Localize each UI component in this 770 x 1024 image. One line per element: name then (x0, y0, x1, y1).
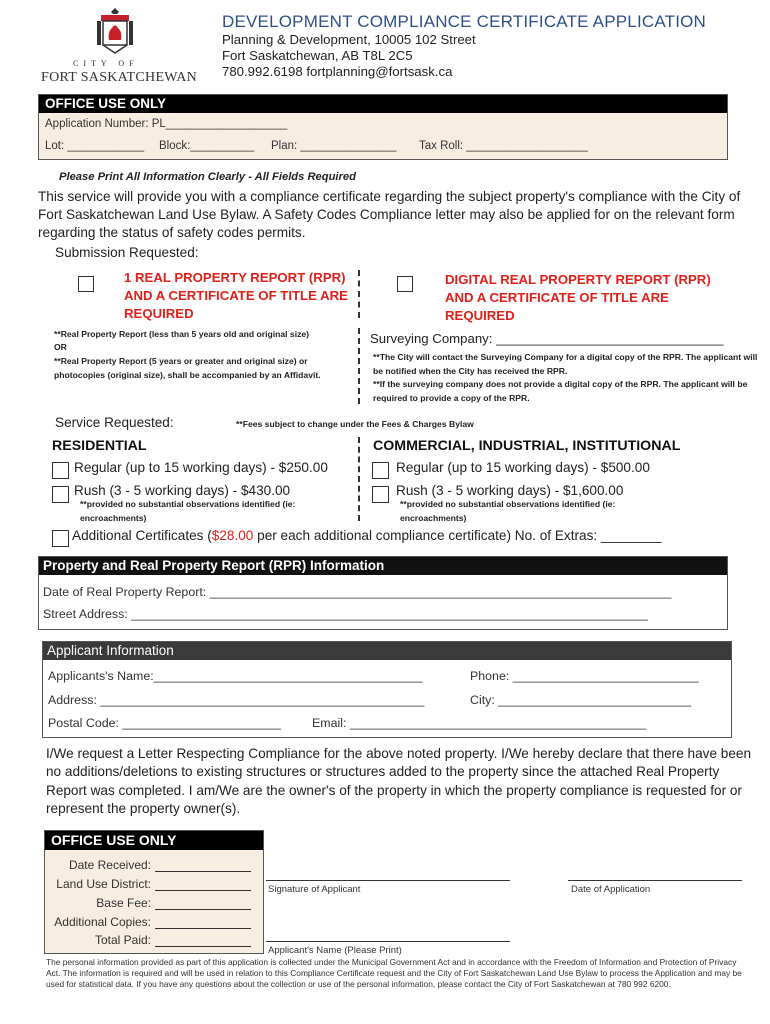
name-line[interactable] (266, 941, 510, 942)
date-label: Date of Application (571, 884, 651, 895)
com-regular-label: Regular (up to 15 working days) - $500.00 (396, 460, 650, 475)
rpr-date-field[interactable]: Date of Real Property Report: ___________________________________________________________________ (43, 585, 672, 599)
rpr-note-1: **Real Property Report (less than 5 years old and original size) (54, 329, 310, 339)
com-regular-checkbox[interactable] (372, 462, 389, 479)
street-address-field[interactable]: Street Address: ___________________________________________________________________________ (43, 607, 648, 621)
submission-divider-lower (358, 328, 360, 404)
res-rush-checkbox[interactable] (52, 486, 69, 503)
rpr-or: OR (54, 342, 67, 352)
rpr-digital-checkbox[interactable] (397, 276, 413, 292)
plan-field[interactable]: Plan: _______________ (271, 140, 397, 152)
com-rush-checkbox[interactable] (372, 486, 389, 503)
commercial-heading: COMMERCIAL, INDUSTRIAL, INSTITUTIONAL (373, 438, 681, 454)
address-line-1: Planning & Development, 10005 102 Street (222, 32, 476, 47)
com-rush-note: **provided no substantial observations identified (ie: encroachments) (400, 499, 616, 523)
rpr-paper-checkbox[interactable] (78, 276, 94, 292)
property-section (38, 556, 728, 630)
application-number-field[interactable]: Application Number: PL___________________ (45, 118, 288, 130)
total-paid-line[interactable] (155, 946, 251, 947)
digital-note-1: **The City will contact the Surveying Company for a digital copy of the RPR. The applicant will be notified when the City has received the RPR. (373, 352, 758, 376)
rpr-digital-title: DIGITAL REAL PROPERTY REPORT (RPR) AND A CERTIFICATE OF TITLE ARE REQUIRED (445, 272, 711, 323)
com-rush-label: Rush (3 - 5 working days) - $1,600.00 (396, 483, 624, 498)
service-label: Service Requested: (55, 415, 174, 430)
base-fee-label: Base Fee: (96, 896, 151, 910)
base-fee-line[interactable] (155, 909, 251, 910)
office-use-top (38, 94, 728, 160)
intro-paragraph: This service will provide you with a compliance certificate regarding the subject property's compliance with the City of Fort Saskatchewan Land Use Bylaw. A Safety Codes Compliance letter may also be applied for on the relevant form regarding the status of safety codes permits. (38, 189, 741, 240)
phone-field[interactable]: Phone: ___________________________ (470, 669, 699, 683)
crest-icon (95, 6, 135, 56)
signature-line[interactable] (266, 880, 510, 881)
block-field[interactable]: Block:__________ (159, 140, 255, 152)
applicant-section (42, 641, 732, 738)
res-rush-note: **provided no substantial observations identified (ie: encroachments) (80, 499, 296, 523)
office-use-bottom-heading: OFFICE USE ONLY (45, 831, 263, 850)
submission-divider (358, 270, 360, 318)
city-field[interactable]: City: ____________________________ (470, 693, 692, 707)
fees-note: **Fees subject to change under the Fees & Charges Bylaw (236, 419, 474, 429)
applicant-name-field[interactable]: Applicants's Name:_______________________________________ (48, 669, 423, 683)
res-regular-label: Regular (up to 15 working days) - $250.00 (74, 460, 328, 475)
email-field[interactable]: Email: ___________________________________________ (312, 716, 647, 730)
tax-roll-field[interactable]: Tax Roll: ___________________ (419, 140, 588, 152)
service-divider (358, 437, 360, 521)
additional-cert-checkbox[interactable] (52, 530, 69, 547)
total-paid-label: Total Paid: (94, 933, 151, 947)
declaration-text: I/We request a Letter Respecting Compliance for the above noted property. I/We hereby declare that there have been no additions/deletions to existing structures or structures added to the property since the attached Real Property Report was completed. I am/We are the owner's of the property in which the property compliance is requested for or represent the property owner(s). (46, 746, 752, 817)
print-notice: Please Print All Information Clearly - All Fields Required (59, 171, 356, 183)
city-logo (38, 6, 198, 86)
lot-field[interactable]: Lot: ____________ (45, 140, 145, 152)
date-line[interactable] (568, 880, 742, 881)
date-received-label: Date Received: (68, 858, 151, 872)
date-received-line[interactable] (155, 871, 251, 872)
digital-note-2: **If the surveying company does not provide a digital copy of the RPR. The applicant will be required to provide a copy of the RPR. (373, 379, 748, 403)
property-heading: Property and Real Property Report (RPR) Information (39, 557, 727, 575)
privacy-footer: The personal information provided as part of this application is collected under the Municipal Government Act and in accordance with the Freedom of Information and Protection of Privacy Act. The information is required and will be used in relation to this Compliance Certificate request and the City of Fort Saskatchewan Land Use Bylaw to process the Application and may be used for statistical data. If you have any questions about the collection or use of the personal information, please contact the City of Fort Saskatchewan at 780 992 6200. (46, 957, 742, 989)
applicant-heading: Applicant Information (43, 642, 731, 660)
postal-code-field[interactable]: Postal Code: _______________________ (48, 716, 281, 730)
residential-heading: RESIDENTIAL (52, 438, 147, 454)
additional-cert-label: Additional Certificates ($28.00 per each additional compliance certificate) No. of Extras: ________ (72, 528, 662, 543)
rpr-note-2: **Real Property Report (5 years or greater and original size) or photocopies (original size), shall be accompanied by an Affidavit. (54, 356, 321, 380)
rpr-paper-title: 1 REAL PROPERTY REPORT (RPR) AND A CERTIFICATE OF TITLE ARE REQUIRED (124, 270, 348, 321)
contact-line: 780.992.6198 fortplanning@fortsask.ca (222, 64, 453, 79)
office-use-bottom (44, 830, 264, 954)
res-regular-checkbox[interactable] (52, 462, 69, 479)
name-label: Applicant's Name (Please Print) (268, 945, 402, 956)
additional-copies-label: Additional Copies: (54, 915, 151, 929)
submission-label: Submission Requested: (55, 245, 199, 260)
surveying-company-field[interactable]: Surveying Company: _______________________________ (370, 331, 724, 346)
address-line-2: Fort Saskatchewan, AB T8L 2C5 (222, 48, 413, 63)
res-rush-label: Rush (3 - 5 working days) - $430.00 (74, 483, 291, 498)
land-use-label: Land Use District: (56, 877, 151, 891)
applicant-address-field[interactable]: Address: _______________________________________________ (48, 693, 425, 707)
form-title: DEVELOPMENT COMPLIANCE CERTIFICATE APPLICATION (222, 12, 707, 31)
land-use-line[interactable] (155, 890, 251, 891)
additional-price: $28.00 (211, 528, 254, 543)
logo-city-text: CITY OF (73, 59, 139, 68)
office-use-heading: OFFICE USE ONLY (39, 95, 727, 113)
signature-label: Signature of Applicant (268, 884, 361, 895)
logo-name-text: FORT SASKATCHEWAN (41, 70, 198, 85)
additional-copies-line[interactable] (155, 928, 251, 929)
